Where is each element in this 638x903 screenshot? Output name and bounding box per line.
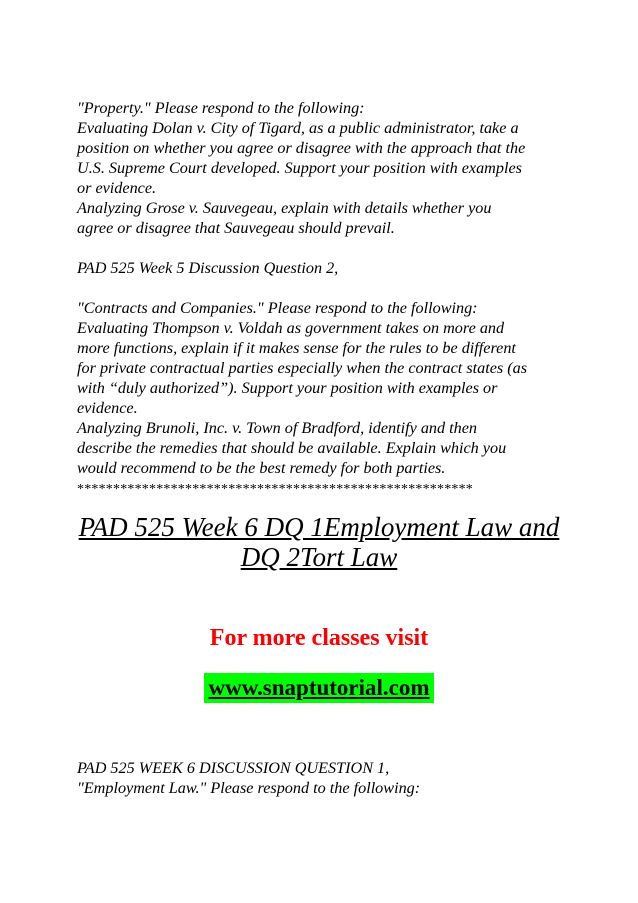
body-line: agree or disagree that Sauvegeau should prevail. xyxy=(77,219,395,237)
separator: ******************************************************* xyxy=(77,482,473,497)
body-line: evidence. xyxy=(77,399,138,417)
body-line: or evidence. xyxy=(77,179,157,197)
body-line: with “duly authorized”). Support your position with examples or xyxy=(77,379,498,397)
body-line: "Contracts and Companies." Please respond to the following: xyxy=(77,299,478,317)
body-line: describe the remedies that should be available. Explain which you xyxy=(77,439,507,457)
body-line: Evaluating Thompson v. Voldah as government takes on more and xyxy=(77,319,505,337)
body-line: Analyzing Brunoli, Inc. v. Town of Bradford, identify and then xyxy=(77,419,478,437)
body-line: Evaluating Dolan v. City of Tigard, as a public administrator, take a xyxy=(77,119,519,137)
promo-text-row xyxy=(0,623,638,653)
section-heading-line2: DQ 2Tort Law xyxy=(240,542,398,572)
body-line: for private contractual parties especially when the contract states (as xyxy=(77,359,528,377)
body-line: position on whether you agree or disagree with the approach that the xyxy=(77,139,526,157)
promo-link-row xyxy=(0,673,638,703)
section-heading-line1: PAD 525 Week 6 DQ 1Employment Law and xyxy=(78,512,560,542)
body-line: would recommend to be the best remedy for both parties. xyxy=(77,459,446,477)
body-line: more functions, explain if it makes sense for the rules to be different xyxy=(77,339,516,357)
body-line: "Property." Please respond to the following: xyxy=(77,99,365,117)
body-line: "Employment Law." Please respond to the following: xyxy=(77,779,421,797)
body-line: Analyzing Grose v. Sauvegeau, explain with details whether you xyxy=(77,199,492,217)
question-title: PAD 525 Week 5 Discussion Question 2, xyxy=(77,259,339,277)
body-line: U.S. Supreme Court developed. Support your position with examples xyxy=(77,159,522,177)
promo-text: For more classes visit xyxy=(209,625,429,651)
week6-question-title: PAD 525 WEEK 6 DISCUSSION QUESTION 1, xyxy=(77,759,390,777)
promo-link[interactable]: www.snaptutorial.com xyxy=(204,673,433,703)
